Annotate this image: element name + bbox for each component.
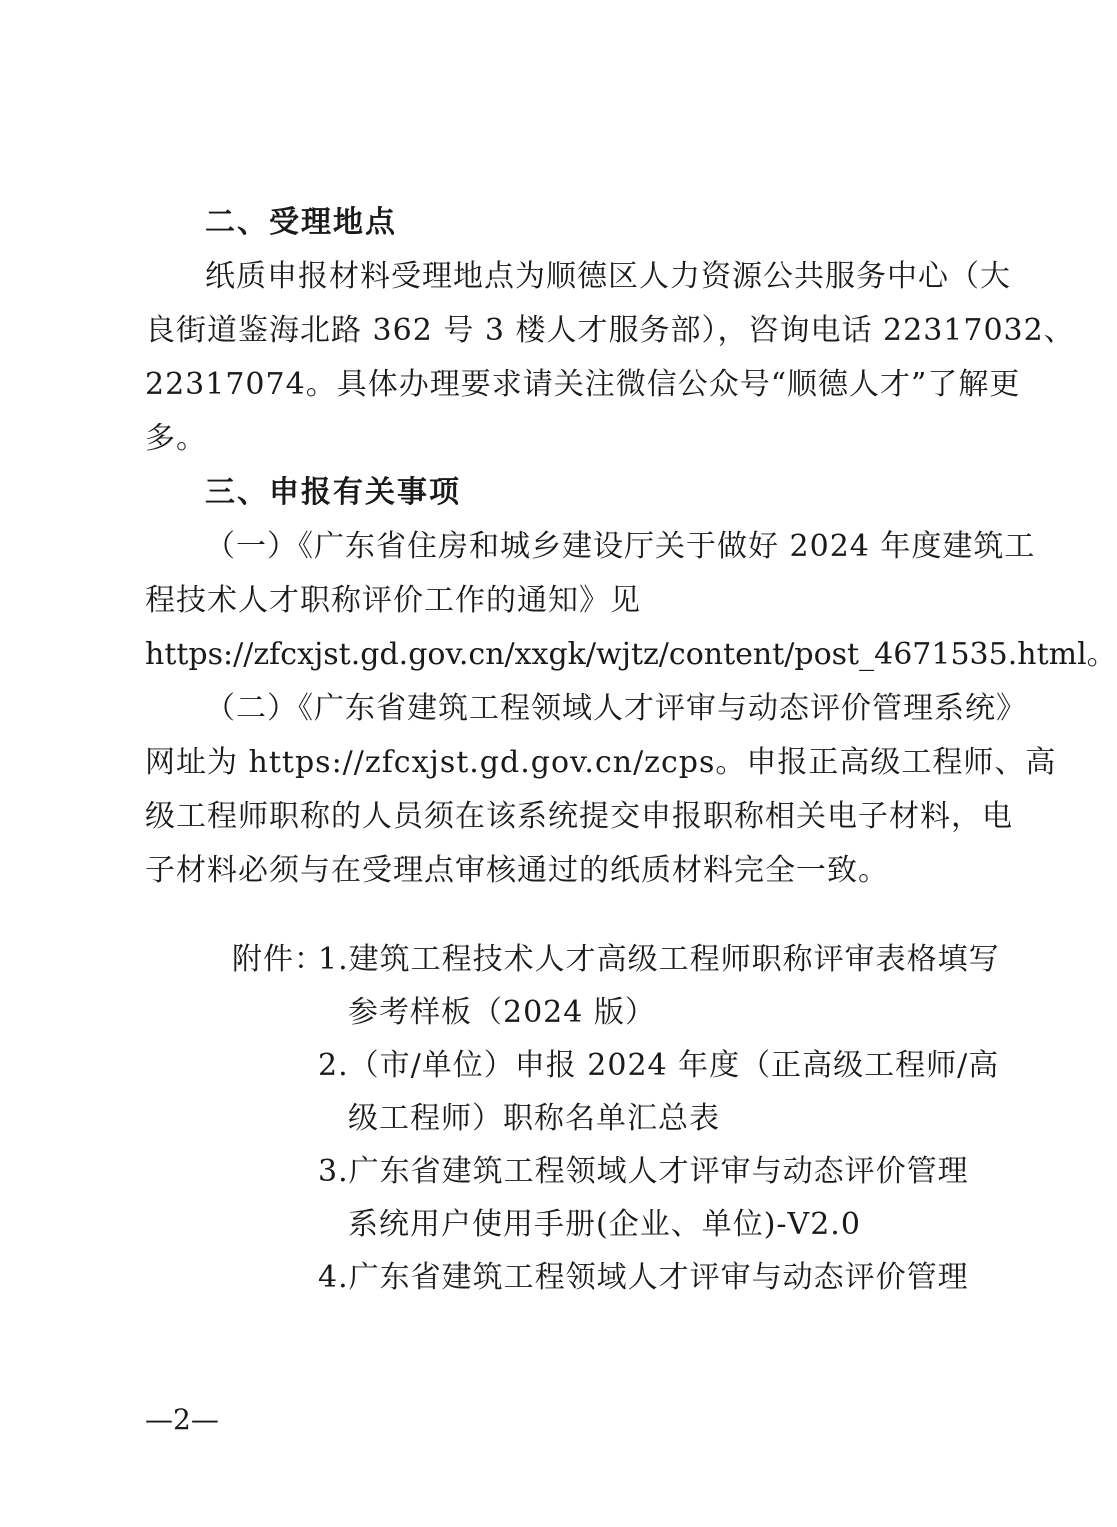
section-heading-acceptance-location: 二、受理地点	[205, 205, 397, 240]
paragraph-line: （二）《广东省建筑工程领域人才评审与动态评价管理系统》	[205, 691, 1027, 726]
attachment-item-1: 1.建筑工程技术人才高级工程师职称评审表格填写	[318, 942, 1000, 977]
paragraph-line-system-url: 网址为 https://zfcxjst.gd.gov.cn/zcps。申报正高级工程师、高	[145, 745, 1057, 780]
paragraph-line: 程技术人才职称评价工作的通知》见	[145, 583, 641, 618]
attachment-item-2-cont: 级工程师）职称名单汇总表	[348, 1101, 720, 1136]
paragraph-line: （一）《广东省住房和城乡建设厅关于做好 2024 年度建筑工	[205, 529, 1036, 564]
paragraph-line: 子材料必须与在受理点审核通过的纸质材料完全一致。	[145, 853, 889, 888]
paragraph-line: 良街道鉴海北路 362 号 3 楼人才服务部），咨询电话 22317032、	[145, 313, 1075, 348]
attachment-item-4: 4.广东省建筑工程领域人才评审与动态评价管理	[318, 1260, 969, 1295]
paragraph-line: 多。	[145, 421, 207, 456]
paragraph-line: 级工程师职称的人员须在该系统提交申报职称相关电子材料，电	[145, 799, 1013, 834]
attachments-label: 附件：	[232, 942, 325, 977]
paragraph-line: 纸质申报材料受理地点为顺德区人力资源公共服务中心（大	[205, 259, 1011, 294]
attachment-item-1-cont: 参考样板（2024 版）	[348, 995, 656, 1030]
paragraph-line: 22317074。具体办理要求请关注微信公众号“顺德人才”了解更	[145, 367, 1021, 402]
notice-url-link[interactable]: https://zfcxjst.gd.gov.cn/xxgk/wjtz/content/post_4671535.html。	[145, 637, 1117, 672]
attachment-item-2: 2.（市/单位）申报 2024 年度（正高级工程师/高	[318, 1048, 1000, 1083]
attachment-item-3-cont: 系统用户使用手册(企业、单位)-V2.0	[348, 1207, 861, 1242]
attachment-item-3: 3.广东省建筑工程领域人才评审与动态评价管理	[318, 1154, 969, 1189]
section-heading-application-matters: 三、申报有关事项	[205, 475, 461, 510]
page-number: —2—	[145, 1403, 219, 1436]
